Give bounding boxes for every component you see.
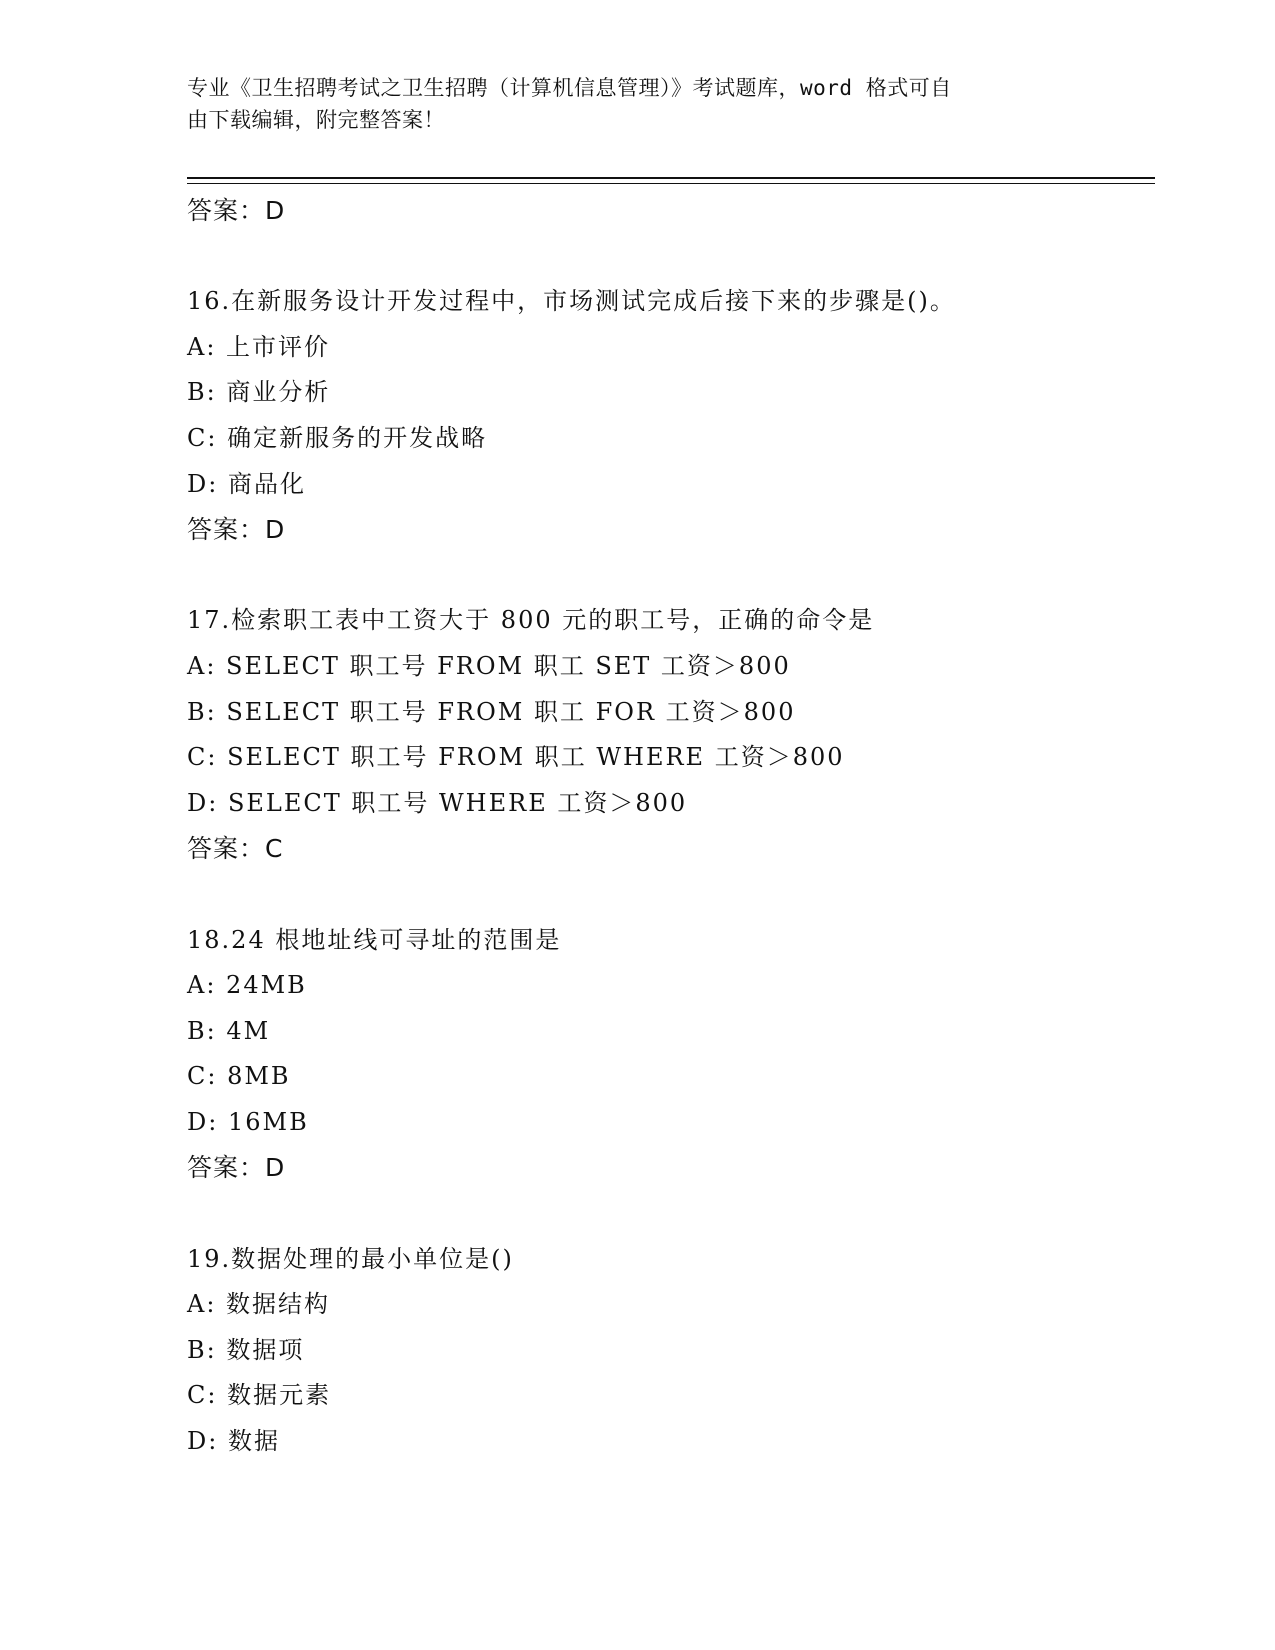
answer-line: 答案：D (187, 515, 286, 545)
option-c: C: 8MB (187, 1062, 291, 1091)
question-19 (187, 1237, 1155, 1465)
question-stem: 17.检索职工表中工资大于 800 元的职工号，正确的命令是 (187, 606, 875, 635)
option-a: A: 上市评价 (187, 332, 331, 361)
option-b: B: 4M (187, 1016, 271, 1045)
answer-line: 答案：D (187, 196, 286, 225)
question-16 (187, 279, 1155, 553)
option-c: C: SELECT 职工号 FROM 职工 WHERE 工资＞800 (187, 743, 845, 772)
header-rule (187, 177, 1155, 179)
option-c: C: 确定新服务的开发战略 (187, 423, 488, 452)
option-c: C: 数据元素 (187, 1381, 332, 1410)
option-b: B: SELECT 职工号 FROM 职工 FOR 工资＞800 (187, 697, 796, 726)
option-a: A: SELECT 职工号 FROM 职工 SET 工资＞800 (187, 651, 791, 680)
option-a: A: 数据结构 (187, 1290, 331, 1319)
option-d: D: SELECT 职工号 WHERE 工资＞800 (187, 788, 688, 817)
question-17 (187, 598, 1155, 872)
option-a: A: 24MB (187, 971, 307, 1000)
header-line-2: 由下载编辑，附完整答案！ (187, 108, 445, 132)
question-stem: 16.在新服务设计开发过程中，市场测试完成后接下来的步骤是()。 (187, 287, 956, 316)
option-b: B: 商业分析 (187, 378, 331, 407)
question-list (187, 188, 1155, 1465)
header-rule-thin (187, 183, 1155, 184)
question-stem: 19.数据处理的最小单位是() (187, 1244, 514, 1273)
header-line-1: 专业《卫生招聘考试之卫生招聘（计算机信息管理）》考试题库，word 格式可自 (187, 76, 952, 100)
answer-line: 答案：C (187, 834, 284, 864)
question-stem: 18.24 根地址线可寻址的范围是 (187, 925, 562, 954)
option-d: D: 数据 (187, 1427, 280, 1456)
option-d: D: 商品化 (187, 469, 306, 498)
answer-line: 答案：D (187, 1153, 286, 1183)
question-18 (187, 918, 1155, 1192)
option-d: D: 16MB (187, 1107, 309, 1136)
document-header (187, 72, 1067, 136)
option-b: B: 数据项 (187, 1335, 305, 1364)
